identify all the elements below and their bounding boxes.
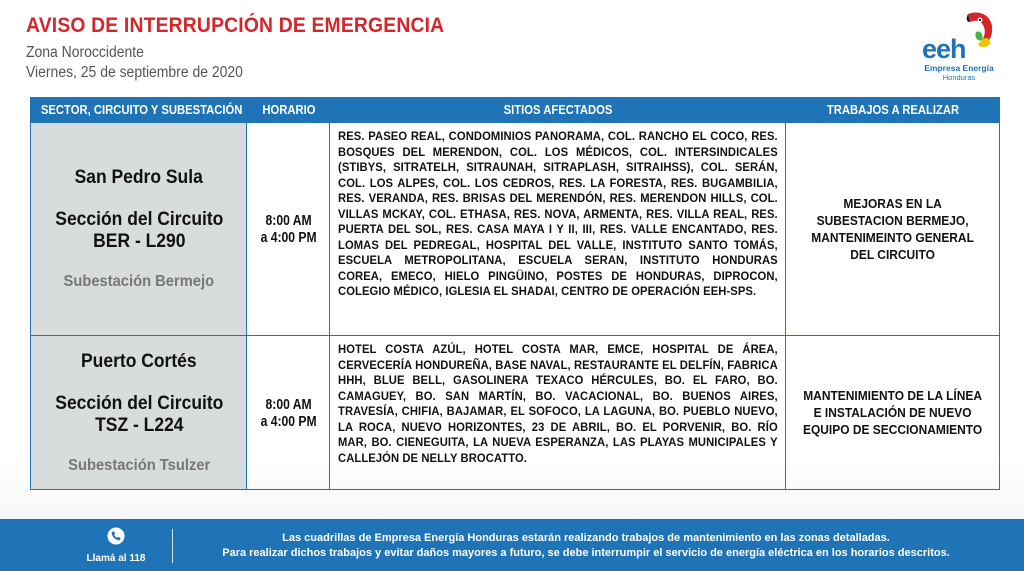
footer-line-2: Para realizar dichos trabajos y evitar daños mayores a futuro, se debe interrumpir el servicio de energía eléctrica en los horarios descritos. xyxy=(222,547,950,559)
page-title: AVISO DE INTERRUPCIÓN DE EMERGENCIA xyxy=(26,14,445,37)
substation-name: Subestación Tsulzer xyxy=(68,456,211,474)
city-name: San Pedro Sula xyxy=(74,167,204,188)
table-header xyxy=(30,97,1000,123)
sites-cell xyxy=(330,336,786,489)
footer-line-1: Las cuadrillas de Empresa Energía Honduras estarán realizando trabajos de mantenimiento en las zonas detalladas. xyxy=(282,532,890,544)
logo-wordmark: eeh xyxy=(922,34,966,64)
eeh-logo xyxy=(920,10,998,86)
work-cell xyxy=(786,336,999,489)
schedule-cell xyxy=(248,336,330,489)
col-header-sector: SECTOR, CIRCUITO Y SUBESTACIÓN xyxy=(40,103,243,117)
col-header-schedule: HORARIO xyxy=(262,103,316,117)
circuit-code: BER - L290 xyxy=(92,231,186,252)
schedule-start: 8:00 AM xyxy=(265,395,312,413)
header xyxy=(26,14,481,82)
logo-company-line: Empresa Energía xyxy=(924,63,994,73)
schedule-end: a 4:00 PM xyxy=(260,229,317,246)
schedule-end: a 4:00 PM xyxy=(260,412,317,430)
col-header-work: TRABAJOS A REALIZAR xyxy=(826,103,960,117)
city-name: Puerto Cortés xyxy=(81,350,197,372)
footer-divider xyxy=(172,529,173,563)
table-row xyxy=(30,336,1000,490)
phone-icon xyxy=(107,527,125,545)
work-description: MEJORAS EN LA SUBESTACION BERMEJO, MANTENIMEINTO GENERAL DEL CIRCUITO xyxy=(811,196,974,262)
call-link[interactable] xyxy=(76,527,156,564)
schedule-start: 8:00 AM xyxy=(265,212,312,229)
circuit-code: TSZ - L224 xyxy=(94,414,184,436)
date-label: Viernes, 25 de septiembre de 2020 xyxy=(26,64,243,81)
outage-table xyxy=(30,97,1000,490)
sector-cell xyxy=(31,336,248,489)
zone-label: Zona Noroccidente xyxy=(26,44,144,61)
circuit-label: Sección del Circuito xyxy=(55,209,224,230)
footer-banner xyxy=(0,519,1024,571)
sector-cell xyxy=(31,123,248,335)
footer-message xyxy=(186,531,986,561)
schedule-cell xyxy=(248,123,330,335)
circuit-section xyxy=(55,393,223,437)
circuit-label: Sección del Circuito xyxy=(55,392,224,414)
sites-cell xyxy=(330,123,786,335)
logo-country-line: Honduras xyxy=(942,73,976,82)
table-row xyxy=(30,123,1000,336)
work-description: MANTENIMIENTO DE LA LÍNEA E INSTALACIÓN DE NUEVO EQUIPO DE SECCIONAMIENTO xyxy=(802,388,982,437)
affected-sites-text: RES. PASEO REAL, CONDOMINIOS PANORAMA, COL. RANCHO EL COCO, RES. BOSQUES DEL MERENDON, COL. LOS MÉDICOS, COL. INTERSINDICALES (STIBYS, SITRATELH, SITRAUNAH, SITRAPLASH, SITRAIHSS), COL. SERÁN, COL. LOS ALPES, COL. LOS CEDROS, RES. LA FORESTA, RES. BUGAMBILIA, RES. VERANDA, RES. BRISAS DEL MERENDÓN, RES. MERENDON HILLS, COL. VILLAS MCKAY, COL. ETHASA, RES. NOVA, ARMENTA, RES. VILLA REAL, RES. PUERTA DEL SOL, RES. CASA MAYA I Y II, III, RES. VALLE ENCANTADO, RES. LOMAS DEL PEDREGAL, HOSPITAL DEL VALLE, INSTITUTO SANTO TOMÁS, ESCUELA METROPOLITANA, ESCUELA SERAN, INSTITUTO HONDURAS COREA, EMECO, HIELO PINGÜINO, POSTES DE HONDURAS, DIPROCON, COLEGIO MÉDICO, IGLESIA EL SHADAI, CENTRO DE OPERACIÓN EEH-SPS. xyxy=(337,129,778,298)
substation-name: Subestación Bermejo xyxy=(63,273,215,290)
col-header-sites: SITIOS AFECTADOS xyxy=(503,103,613,117)
affected-sites-text: HOTEL COSTA AZÚL, HOTEL COSTA MAR, EMCE, HOSPITAL DE ÁREA, CERVECERÍA HONDUREÑA, BASE NAVAL, RESTAURANTE EL DELFÍN, FABRICA HHH, BLUE BELL, GASOLINERA TEXACO HÉRCULES, BO. EL FARO, BO. CAMAGUEY, BO. SAN MARTÍN, BO. VACACIONAL, BO. BUENOS AIRES, TRAVESÍA, CHIFIA, BAJAMAR, EL SOFOCO, LA LAGUNA, BO. PUEBLO NUEVO, LA ROCA, NUEVO HORIZONTES, 23 DE ABRIL, BO. EL PORVENIR, BO. RÍO MAR, BO. CIENEGUITA, LA NUEVA ESPERANZA, LAS PLAYAS MUNICIPALES Y CALLEJÓN DE NELLY BROCATTO. xyxy=(337,342,778,465)
circuit-section xyxy=(55,209,223,253)
work-cell xyxy=(786,123,999,335)
phone-label: Llamá al 118 xyxy=(86,553,146,564)
